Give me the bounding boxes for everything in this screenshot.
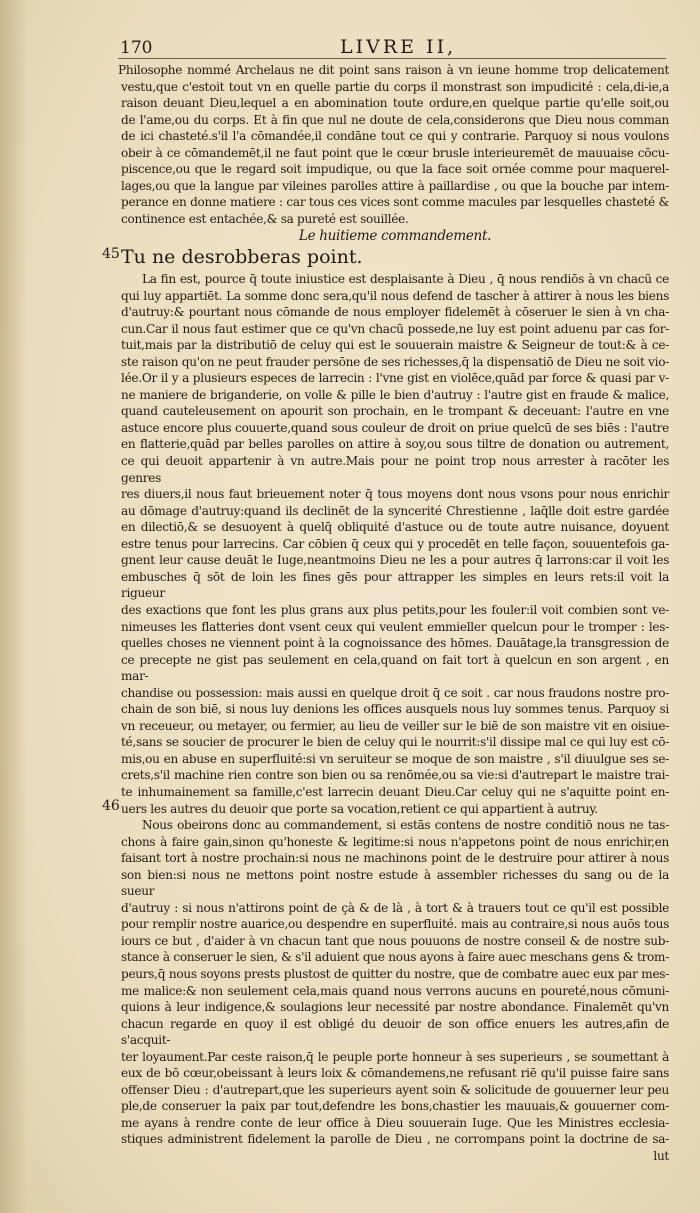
text-line: vn receueur, ou metayer, ou fermier, au lieu de veiller sur le biē de son maistre vit en oisiue- xyxy=(121,718,669,733)
text-line: ple,de conseruer la paix par tout,defendre les bons,chastier les mauuais,& gouuerner com- xyxy=(121,1099,669,1114)
text-line: quelles choses ne viennent point à la cognoissance des hōmes. Dauātage,la transgression de xyxy=(121,636,669,651)
text-line: me malice:& non seulement cela,mais quand nous verrons aucuns en poureté,nous cōmuni- xyxy=(121,983,669,998)
page-gutter-shadow xyxy=(0,0,28,1213)
section-heading: Le huitieme commandement. xyxy=(298,228,492,245)
text-line: ce qui deuoit appartenir à vn autre.Mais pour ne point trop nous arrester à racōter les genres xyxy=(121,454,669,485)
text-line: mis,ou en abuse en superfluité:si vn seruiteur se moque de son maistre , s'il diuulgue ses se- xyxy=(121,751,669,766)
text-line: ne maniere de briganderie, on volle & pille le bien d'autruy : l'autre gist en fraude & malice, xyxy=(121,387,669,402)
text-line: uers les autres du deuoir que porte sa vocation,retient ce qui appartient à autruy. xyxy=(121,801,598,816)
page-header xyxy=(120,36,660,60)
text-line: offenser Dieu : d'autrepart,que les superieurs ayent soin & solicitude de gouuerner leur peu xyxy=(121,1082,669,1097)
commandment-title: Tu ne desrobberas point. xyxy=(121,246,363,269)
text-line: lée.Or il y a plusieurs especes de larrecin : l'vne gist en violēce,quād par force & quasi par v- xyxy=(121,371,669,386)
text-line: crets,s'il machine rien contre son bien ou sa renōmée,ou sa vie:si d'autrepart le maistre trai- xyxy=(121,768,669,783)
running-head: LIVRE II, xyxy=(340,36,457,58)
page-number: 170 xyxy=(120,38,153,58)
text-line: d'autruy : si nous n'attirons point de çà & de là , à tort & à trauers tout ce qu'il est possible xyxy=(121,900,669,915)
text-line: té,sans se soucier de procurer le bien de celuy qui le nourrit:s'il dissipe mal ce qui luy est cō- xyxy=(121,735,669,750)
text-line: en dilectiō,& se desuoyent à quelq̄ obliquité d'astuce ou de toute autre nuisance, doyuent xyxy=(121,520,669,535)
text-line: faisant tort à nostre prochain:si nous ne machinons point de le destruire pour attirer à nous xyxy=(121,851,669,866)
body-text xyxy=(118,62,669,1165)
text-line: astuce encore plus couuerte,quand sous couleur de droit on priue quelcū de ses biēs : l'autre xyxy=(121,420,669,435)
text-line: quand cauteleusement on apourit son prochain, en le trompant & deceuant: l'autre en vne xyxy=(121,404,669,419)
text-line: estre tenus pour larrecins. Car cōbien q̄ ceux qui y procedēt en telle façon, souuentefois ga- xyxy=(121,536,669,551)
text-line: chain de son biē, si nous luy denions les offices ausquels nous luy sommes tenus. Parquoy si xyxy=(121,702,669,717)
text-line: de ici chasteté.s'il l'a cōmandée,il condāne tout ce qui y contrarie. Parquoy si nous voulons xyxy=(121,129,669,144)
text-line: en flatterie,quād par belles parolles on attire à soy,ou sous tiltre de donation ou autrement, xyxy=(121,437,669,452)
text-line: chacun regarde en quoy il est obligé du deuoir de son office enuers les autres,afin de s'acquit- xyxy=(121,1016,669,1048)
text-line: des exactions que font les plus grans aux plus petits,pour les fouler:il voit combien sont ve- xyxy=(121,602,669,617)
text-line: Philosophe nommé Archelaus ne dit point sans raison à vn ieune homme trop delicatement xyxy=(118,63,669,77)
text-line: La fin est, pource q̄ toute iniustice est desplaisante à Dieu , q̄ nous rendiōs à vn chacū ce xyxy=(142,272,669,287)
text-line: iours ce but , d'aider à vn chacun tant que nous pouuons de nostre conseil & de nostre sub- xyxy=(121,933,669,948)
header-rule xyxy=(118,58,666,59)
text-line: ter loyaument.Par ceste raison,q̄ le peuple porte honneur à ses superieurs , se soumettant à xyxy=(121,1049,669,1064)
text-line: peurs,q̄ nous soyons prests plustost de quitter du nostre, que de combatre auec eux par mes- xyxy=(121,966,669,981)
text-line: piscence,ou que le regard soit impudique, ou que la face soit ornée comme pour maquerel- xyxy=(121,162,669,177)
text-line: ce precepte ne gist pas seulement en cela,quand on fait tort à quelcun en son argent , en mar- xyxy=(121,652,669,684)
text-line: gnent leur cause deuāt le Iuge,neantmoins Dieu ne les a pour autres q̄ larrons:car il voit les xyxy=(121,553,669,568)
text-line: stance à conseruer le sien, & s'il aduient que nous ayons à faire auec meschans gens & trom- xyxy=(121,950,669,965)
text-line: cun.Car il nous faut estimer que ce qu'vn chacū possede,ne luy est point aduenu par cas for- xyxy=(121,321,669,336)
text-line: embusches q̄ sōt de loin les fines gēs pour attrapper les simples en leurs rets:il voit la rigueur xyxy=(121,569,669,601)
text-line: perance en donne matiere : car tous ces vices sont comme macules par lesquelles chasteté & xyxy=(121,195,669,210)
text-line: son bien:si nous ne mettons point nostre estude à assembler richesses du sang ou de la sueur xyxy=(121,867,669,899)
text-line: res diuers,il nous faut brieuement noter q̄ tous moyens dont nous vsons pour nous enrichir xyxy=(121,487,669,502)
text-line: stiques administrent fidelement la parolle de Dieu , ne corrompans point la doctrine de sa- xyxy=(121,1132,669,1147)
text-line: quions à leur indigence,& soulagions leur necessité par nostre abondance. Finalemēt qu'vn xyxy=(121,1000,669,1015)
text-line: nimeuses les flatteries dont vsent ceux qui veulent emmieller quelcun pour le tromper : les- xyxy=(121,619,669,634)
text-line: tuit,mais par la distributiō de celuy qui est le souuerain maistre & Seigneur de tout:& à ce- xyxy=(121,338,669,353)
text-line: Nous obeirons donc au commandement, si estās contens de nostre conditiō nous ne tas- xyxy=(142,818,669,833)
text-line: chandise ou possession: mais aussi en quelque droit q̄ ce soit . car nous fraudons nostre pro- xyxy=(121,685,669,700)
text-line: obeir à ce cōmandemēt,il ne faut point que le cœur brusle interieuremēt de mauuaise cōcu- xyxy=(121,145,669,160)
margin-number-45: 45 xyxy=(102,246,120,262)
text-line: ste raison qu'on ne peut frauder persōne de ses richesses,q̄ la dispensatiō de Dieu ne soit vio- xyxy=(121,354,669,369)
text-line: te inhumainement sa famille,c'est larrecin deuant Dieu.Car celuy qui ne s'aquitte point en- xyxy=(121,784,669,799)
text-line: de l'ame,ou du corps. Et à fin que nul ne doute de cela,considerons que Dieu nous comman xyxy=(121,112,669,127)
text-line: me ayans à rendre conte de leur office à Dieu souuerain Iuge. Que les Ministres ecclesia- xyxy=(121,1115,669,1130)
margin-number-46: 46 xyxy=(102,798,120,814)
text-line: chons à faire gain,sinon qu'honeste & legitime:si nous n'appetons point de nous enrichir,en xyxy=(121,834,669,849)
text-line: raison deuant Dieu,lequel a en abomination toute ordure,en quelque partie qu'elle soit,ou xyxy=(121,96,669,111)
text-line: vestu,que c'estoit tout vn en quelle partie du corps il monstrast son impudicité : cela,di-ie,a xyxy=(121,79,669,94)
text-line: pour remplir nostre auarice,ou despendre en superfluité. mais au contraire,si nous auōs tous xyxy=(121,917,669,932)
text-line: continence est entachée,& sa pureté est souillée. xyxy=(121,211,409,226)
text-line: qui luy appartiēt. La somme donc sera,qu'il nous defend de tascher à attirer à nous les biens xyxy=(121,288,669,303)
text-line: au dōmage d'autruy:quand ils declinēt de la syncerité Chrestienne , laq̄lle doit estre gardée xyxy=(121,503,669,518)
text-line: d'autruy:& pourtant nous cōmande de nous employer fidelemēt à cōseruer le sien à vn cha- xyxy=(121,305,669,320)
catchword: lut xyxy=(653,1149,669,1163)
text-line: eux de bō cœur,obeissant à leurs loix & cōmandemens,ne refusant riē qu'il puisse faire sans xyxy=(121,1066,669,1081)
text-line: lages,ou que la langue par vileines parolles attire à paillardise , ou que la bouche par intem- xyxy=(121,178,669,193)
